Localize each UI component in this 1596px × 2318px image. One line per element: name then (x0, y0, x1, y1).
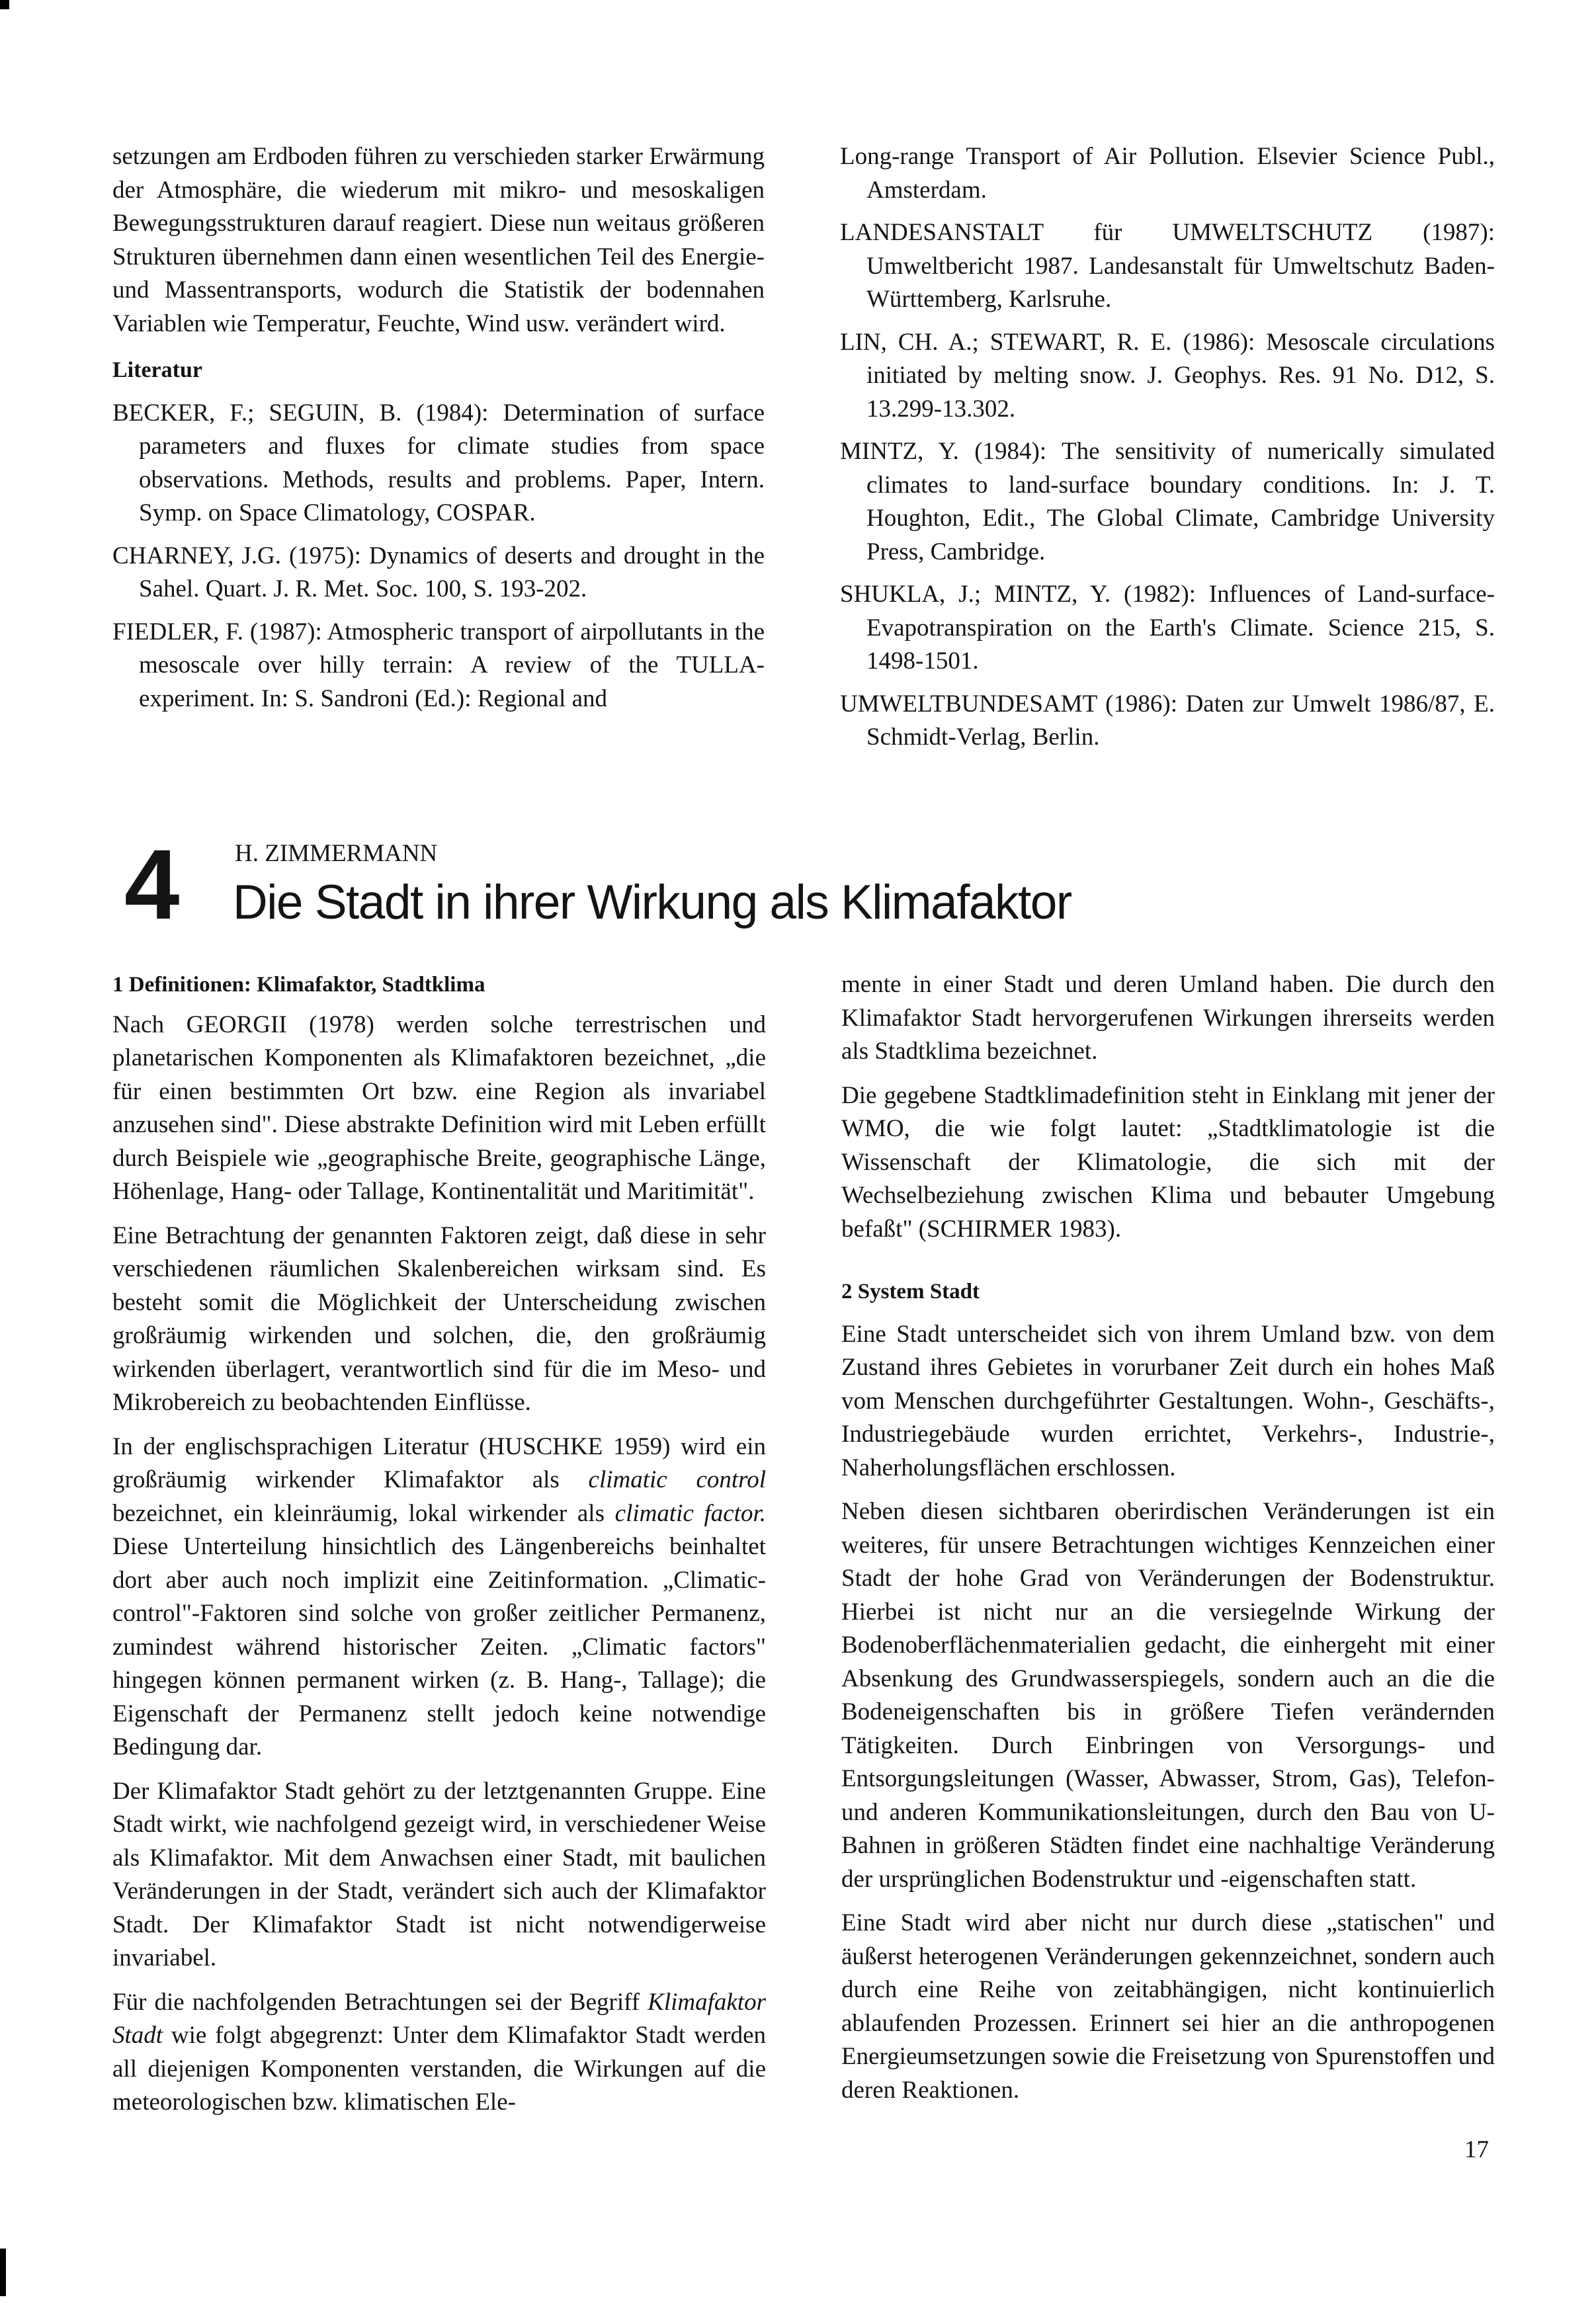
italic-term: climatic factor. (614, 1499, 767, 1527)
body-paragraph: Eine Stadt unterscheidet sich von ihrem Umland bzw. von dem Zustand ihres Gebietes in vorurbaner Zeit durch ein hohes Maß vom Menschen durchgeführter Gestaltungen. Wohn-, Geschäfts-, Industriegebäude wurden errichtet, Verkehrs-, Industrie-, Naherholungsflächen erschlossen. (841, 1320, 1495, 1481)
italic-term: climatic control (588, 1466, 766, 1493)
text-run: bezeichnet, ein kleinräumig, lokal wirkender als (112, 1499, 615, 1527)
chapter-number: 4 (124, 829, 180, 940)
bottom-left-column (112, 968, 766, 2130)
intro-paragraph: setzungen am Erdboden führen zu verschieden starker Erwärmung der Atmosphäre, die wiederum mit mikro- und mesoskaligen Bewegungsstrukturen darauf reagiert. Diese nun weitaus größeren Strukturen übernehmen dann einen wesentlichen Teil des Energie- und Massentransports, wodurch die Statistik der bodennahen Variablen wie Temperatur, Feuchte, Wind usw. verändert wird. (112, 143, 765, 337)
reference-entry: CHARNEY, J.G. (1975): Dynamics of deserts and drought in the Sahel. Quart. J. R. Met. Soc. 100, S. 193-202. (112, 542, 765, 602)
section-heading: 1 Definitionen: Klimafaktor, Stadtklima (112, 973, 485, 997)
reference-entry: FIEDLER, F. (1987): Atmospheric transport of airpollutants in the mesoscale over hilly terrain: A review of the TULLA-experiment. In: S. Sandroni (Ed.): Regional and (112, 618, 765, 712)
body-paragraph (112, 1430, 766, 1764)
body-paragraph: Die gegebene Stadtklimadefinition steht in Einklang mit jener der WMO, die wie folgt lautet: „Stadtklimatologie ist die Wissenschaft der Klimatologie, die sich mit der Wechselbeziehung zwischen Klima und bebauter Umgebung befaßt" (SCHIRMER 1983). (841, 1081, 1495, 1243)
literature-heading: Literatur (112, 358, 202, 382)
body-paragraph: Nach GEORGII (1978) werden solche terrestrischen und planetarischen Komponenten als Klimafaktoren bezeichnet, „die für einen bestimmten Ort bzw. eine Region als invariabel anzusehen sind". Diese abstrakte Definition wird mit Leben erfüllt durch Beispiele wie „geographische Breite, geographische Länge, Höhenlage, Hang- oder Tallage, Kontinentalität und Maritimität". (112, 1011, 766, 1205)
body-paragraph: Der Klimafaktor Stadt gehört zu der letztgenannten Gruppe. Eine Stadt wirkt, wie nachfolgend gezeigt wird, in verschiedener Weise als Klimafaktor. Mit dem Anwachsen einer Stadt, mit baulichen Veränderungen in der Stadt, verändert sich auch der Klimafaktor Stadt. Der Klimafaktor Stadt ist nicht notwendigerweise invariabel. (112, 1777, 766, 1971)
italic-term: Klimafaktor Stadt (112, 1988, 766, 2049)
section-heading: 2 System Stadt (841, 1280, 980, 1304)
body-paragraph: mente in einer Stadt und deren Umland haben. Die durch den Klimafaktor Stadt hervorgerufenen Wirkungen ihrerseits werden als Stadtklima bezeichnet. (841, 971, 1495, 1065)
body-paragraph: Eine Stadt wird aber nicht nur durch diese „statischen" und äußerst heterogenen Veränderungen gekennzeichnet, sondern auch durch eine Reihe von zeitabhängigen, nicht kontinuierlich ablaufenden Prozessen. Erinnert sei hier an die anthropogenen Energieumsetzungen sowie die Freisetzung von Spurenstoffen und deren Reaktionen. (841, 1909, 1495, 2104)
reference-entry: UMWELTBUNDESAMT (1986): Daten zur Umwelt 1986/87, E. Schmidt-Verlag, Berlin. (840, 690, 1495, 751)
page-number: 17 (1464, 2136, 1489, 2163)
text-run: wie folgt abgegrenzt: Unter dem Klimafaktor Stadt werden all diejenigen Komponenten verstanden, die Wirkungen auf die meteorologischen bzw. klimatischen Ele- (112, 2022, 766, 2116)
body-paragraph: Eine Betrachtung der genannten Faktoren zeigt, daß diese in sehr verschiedenen räumlichen Skalenbereichen wirksam sind. Es besteht somit die Möglichkeit der Unterscheidung zwischen großräumig wirkenden und solchen, die, den großräumig wirkenden überlagert, verantwortlich sind für die im Meso- und Mikrobereich zu beobachtenden Einflüsse. (112, 1221, 766, 1416)
text-run: In der englischsprachigen Literatur (HUSCHKE 1959) wird ein großräumig wirkender Klimafaktor als (112, 1432, 766, 1493)
text-run: Für die nachfolgenden Betrachtungen sei der Begriff (112, 1988, 648, 2016)
reference-entry: SHUKLA, J.; MINTZ, Y. (1982): Influences of Land-surface-Evapotranspiration on the Earth's Climate. Science 215, S. 1498-1501. (840, 581, 1495, 675)
text-run: Diese Unterteilung hinsichtlich des Längenbereichs beinhaltet dort aber auch noch implizit eine Zeitinformation. „Climatic-control"-Faktoren sind solche von großer zeitlicher Permanenz, zumindest während historischer Zeiten. „Climatic factors" hingegen können permanent wirken (z. B. Hang-, Tallage); die Eigenschaft der Permanenz stellt jedoch keine notwendige Bedingung dar. (112, 1533, 766, 1760)
reference-entry: Long-range Transport of Air Pollution. Elsevier Science Publ., Amsterdam. (840, 143, 1495, 204)
scan-edge-mark (0, 2249, 6, 2296)
scan-edge-mark (0, 0, 9, 9)
top-right-column (840, 140, 1495, 764)
reference-entry: LIN, CH. A.; STEWART, R. E. (1986): Mesoscale circulations initiated by melting snow. J. Geophys. Res. 91 No. D12, S. 13.299-13.302. (840, 328, 1495, 423)
top-left-column (112, 140, 765, 725)
chapter-title: Die Stadt in ihrer Wirkung als Klimafaktor (233, 876, 1071, 929)
reference-entry: MINTZ, Y. (1984): The sensitivity of numerically simulated climates to land-surface boundary conditions. In: J. T. Houghton, Edit., The Global Climate, Cambridge University Press, Cambridge. (840, 438, 1495, 565)
body-paragraph: Neben diesen sichtbaren oberirdischen Veränderungen ist ein weiteres, für unsere Betrachtungen wichtiges Kennzeichen einer Stadt der hohe Grad von Veränderungen der Bodenstruktur. Hierbei ist nicht nur an die versiegelnde Wirkung der Bodenoberflächenmaterialien gedacht, die einhergeht mit einer Absenkung des Grundwasserspiegels, sondern auch an die die Bodeneigenschaften bis in größere Tiefen verändernden Tätigkeiten. Durch Einbringen von Versorgungs- und Entsorgungsleitungen (Wasser, Abwasser, Strom, Gas), Telefon- und anderen Kommunikationsleitungen, durch den Bau von U-Bahnen in größeren Städten findet eine nachhaltige Veränderung der ursprünglichen Bodenstruktur und -eigenschaften statt. (841, 1498, 1495, 1893)
body-paragraph (112, 1986, 766, 2120)
bottom-right-column (841, 968, 1495, 2118)
reference-entry: BECKER, F.; SEGUIN, B. (1984): Determination of surface parameters and fluxes for climate studies from space observations. Methods, results and problems. Paper, Intern. Symp. on Space Climatology, COSPAR. (112, 399, 765, 526)
reference-entry: LANDESANSTALT für UMWELTSCHUTZ (1987): Umweltbericht 1987. Landesanstalt für Umweltschutz Baden-Württemberg, Karlsruhe. (840, 219, 1495, 313)
chapter-author: H. ZIMMERMANN (235, 840, 438, 867)
